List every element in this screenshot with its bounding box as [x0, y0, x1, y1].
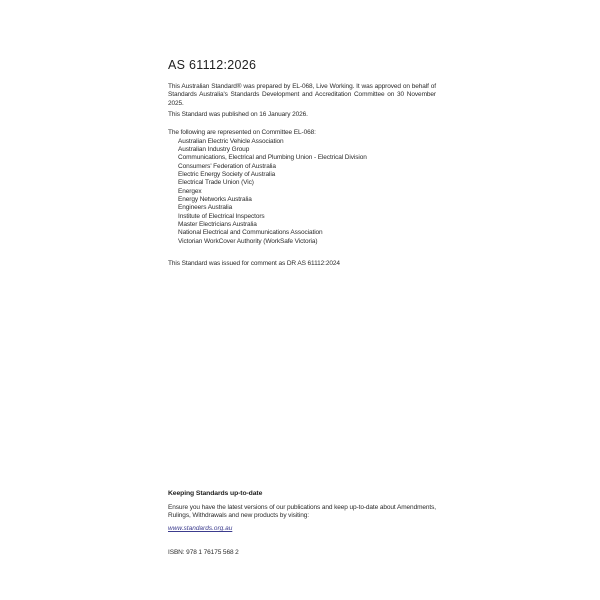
- list-item: Australian Electric Vehicle Association: [178, 137, 284, 145]
- paragraph-prepared-by: This Australian Standard® was prepared by EL-068, Live Working. It was approved on behalf of Standards Australia's Standards Development and Accreditation Committee on 30 November 2025.: [168, 83, 436, 107]
- list-item: Electrical Trade Union (Vic): [178, 179, 254, 187]
- paragraph-published-date: This Standard was published on 16 January 2026.: [168, 111, 308, 118]
- list-item: Institute of Electrical Inspectors: [178, 212, 265, 220]
- list-item: Energy Networks Australia: [178, 195, 252, 203]
- standards-website-link[interactable]: www.standards.org.au: [168, 525, 233, 532]
- paragraph-issued-for-comment: This Standard was issued for comment as DR AS 61112:2024: [168, 260, 340, 267]
- committee-intro-line: The following are represented on Committee EL-068:: [168, 129, 316, 136]
- keeping-standards-body: Ensure you have the latest versions of our publications and keep up-to-date about Amendments, Rulings, Withdrawals and new products by visiting:: [168, 504, 436, 520]
- committee-member-list: [178, 138, 436, 246]
- list-item: Energex: [178, 187, 202, 195]
- list-item: Australian Industry Group: [178, 145, 250, 153]
- list-item: Electric Energy Society of Australia: [178, 170, 276, 178]
- list-item: National Electrical and Communications Association: [178, 229, 323, 237]
- keeping-standards-heading: Keeping Standards up-to-date: [168, 490, 263, 497]
- list-item: Communications, Electrical and Plumbing Union - Electrical Division: [178, 154, 367, 162]
- page-title: AS 61112:2026: [168, 58, 257, 72]
- list-item: Consumers' Federation of Australia: [178, 162, 276, 170]
- list-item: Master Electricians Australia: [178, 220, 257, 228]
- list-item: Engineers Australia: [178, 204, 233, 212]
- isbn-text: ISBN: 978 1 76175 568 2: [168, 549, 239, 556]
- list-item: Victorian WorkCover Authority (WorkSafe Victoria): [178, 237, 318, 245]
